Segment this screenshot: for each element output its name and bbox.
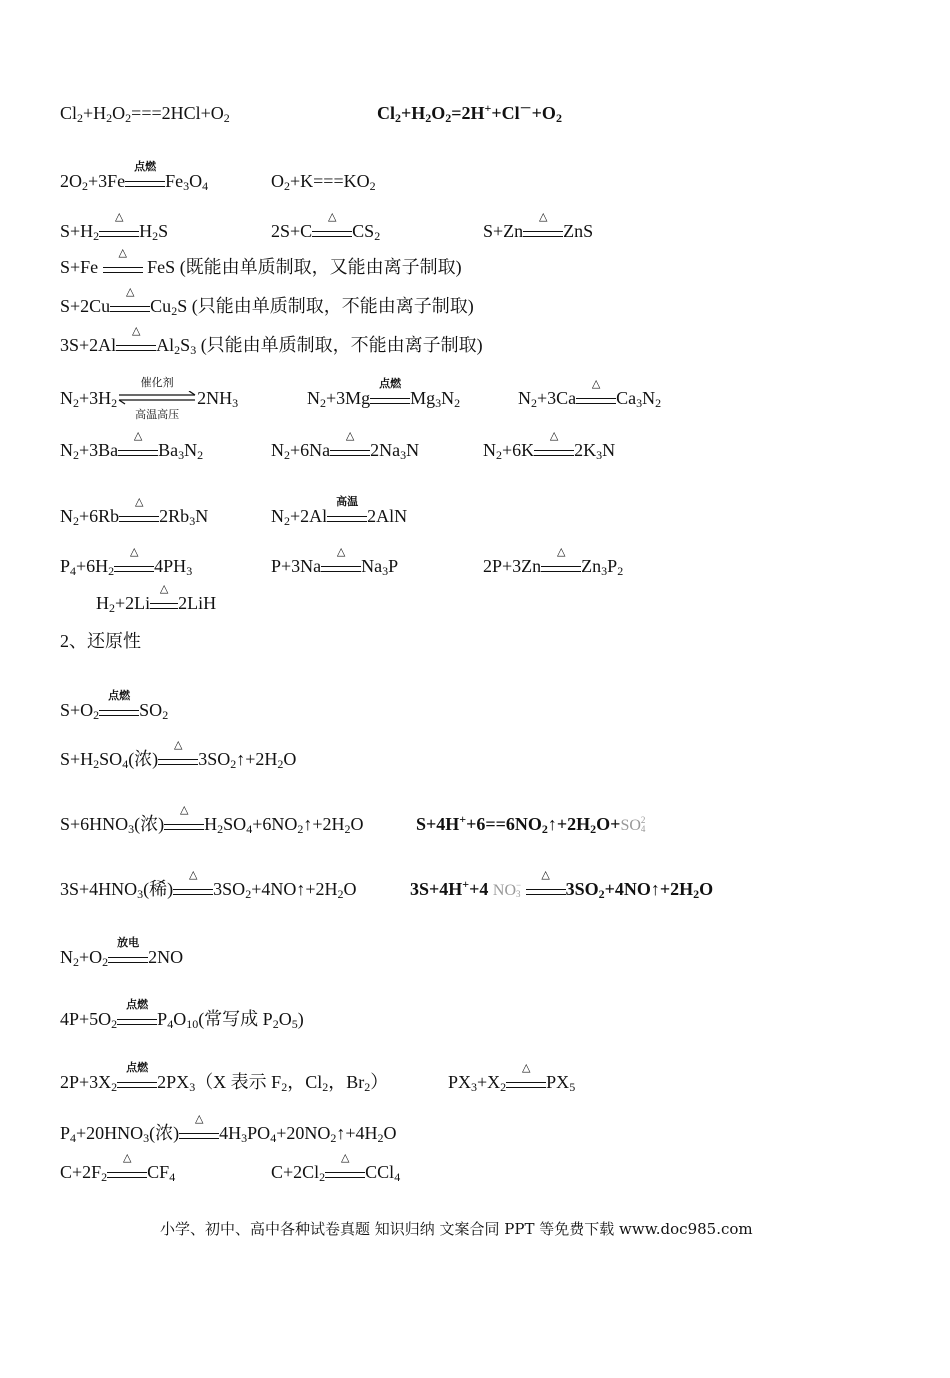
heat-condition: △ <box>179 1122 219 1144</box>
equation-px3-x2: $PX_3+X_2$ △ $PX_5$ <box>448 1061 576 1094</box>
equation-n2-mg: $N_2+3Mg$ 点燃 $Mg_3N_2$ <box>307 377 461 410</box>
note-halogens: （X 表示 $F_2$，$Cl_2$，$Br_2$） <box>195 1072 389 1094</box>
equation-n2-ca: $N_2+3Ca$ △ $Ca_3N_2$ <box>518 377 662 410</box>
discharge-condition: 放电 <box>108 946 148 968</box>
equation-s-cu: S+2Cu △ $Cu_2S$ (只能由单质制取，不能由离子制取) <box>60 285 474 318</box>
equation-n2-h2: $N_2+3H_2$ 催化剂 高温高压 $2NH_3$ <box>60 376 239 421</box>
ignite-condition: 点燃 <box>370 387 410 409</box>
gas-arrow-icon: ↑ <box>650 879 660 899</box>
heat-condition: △ <box>164 813 204 835</box>
equation-c-f2: $C+2F_2$ △ $CF_4$ <box>60 1151 176 1184</box>
equation-n2-na: $N_2+6Na$ △ $2Na_3N$ <box>271 429 420 462</box>
equation-s-h2so4: $S+H_2SO_4$(浓) △ $3SO_2↑+2H_2O$ <box>60 738 297 771</box>
equation-s-al: 3S+2Al △ $Al_2S_3$ (只能由单质制取，不能由离子制取) <box>60 324 483 357</box>
heat-condition: △ <box>114 555 154 577</box>
heat-condition: △ <box>325 1161 365 1183</box>
equation-cl2-h2o2: $Cl_2+H_2O_2===2HCl+O_2$ <box>60 103 230 125</box>
gas-arrow-icon: ↑ <box>547 814 557 834</box>
equation-n2-ba: $N_2+3Ba$ △ $Ba_3N_2$ <box>60 429 204 462</box>
equation-n2-al: $N_2+2Al$ 高温 2AlN <box>271 495 408 528</box>
heat-condition: △ <box>150 592 178 614</box>
heat-condition: △ <box>173 878 213 900</box>
heat-condition: △ <box>523 220 563 242</box>
heat-condition: △ <box>103 256 143 278</box>
gas-arrow-icon: ↑ <box>236 749 246 769</box>
equation-h2-li: $H_2+2Li$ △ 2LiH <box>96 582 217 615</box>
gas-arrow-icon: ↑ <box>336 1123 346 1143</box>
equation-n2-rb: $N_2+6Rb$ △ $2Rb_3N$ <box>60 495 209 528</box>
ignite-condition: 点燃 <box>117 1008 157 1030</box>
ignite-condition: 点燃 <box>99 699 139 721</box>
heat-condition: △ <box>330 439 370 461</box>
heat-condition: △ <box>506 1071 546 1093</box>
page-footer: 小学、初中、高中各种试卷真题 知识归纳 文案合同 PPT 等免费下载 www.doc985.com <box>160 1220 753 1238</box>
ionic-equation-s-hno3-dilute: 3S+4H++4 NO− 3 △ $3SO_2+4NO↑+2H_2O$ <box>410 868 714 901</box>
heat-condition: △ <box>116 334 156 356</box>
equation-s-o2: $S+O_2$ 点燃 $SO_2$ <box>60 689 169 722</box>
note-fes: (既能由单质制取，又能由离子制取) <box>179 257 462 277</box>
equation-s-h2: $S+H_2$ △ $H_2S$ <box>60 210 169 243</box>
heat-condition: △ <box>534 439 574 461</box>
high-temp-condition: 高温 <box>327 505 367 527</box>
heat-condition: △ <box>99 220 139 242</box>
heat-condition: △ <box>312 220 352 242</box>
equation-n2-o2: $N_2+O_2$ 放电 2NO <box>60 936 184 969</box>
equation-s-c: 2S+C △ $CS_2$ <box>271 210 381 243</box>
gas-arrow-icon: ↑ <box>303 814 313 834</box>
equation-s-hno3-conc: $S+6HNO_3$(浓) △ $H_2SO_4+6NO_2↑+2H_2O$ <box>60 803 364 836</box>
heat-condition: △ <box>158 748 198 770</box>
equation-s-fe: S+Fe △ FeS (既能由单质制取，又能由离子制取) <box>60 246 462 277</box>
equation-p-o2: $4P+5O_2$ 点燃 $P_4O_{10}$(常写成 $P_2O_5$) <box>60 998 304 1031</box>
heat-condition: △ <box>321 555 361 577</box>
equation-p-na: P+3Na △ $Na_3P$ <box>271 545 399 578</box>
ignite-condition: 点燃 <box>125 170 165 192</box>
ionic-equation-cl2-h2o2: $Cl_2+H_2O_2=2H^++Cl^-+O_2$ <box>377 101 562 125</box>
heat-condition: △ <box>110 295 150 317</box>
ignite-condition: 点燃 <box>117 1071 157 1093</box>
heat-condition: △ <box>107 1161 147 1183</box>
heat-condition: △ <box>118 439 158 461</box>
note-single-only: (只能由单质制取，不能由离子制取) <box>191 296 474 316</box>
equation-p4-h2: $P_4+6H_2$ △ $4PH_3$ <box>60 545 193 578</box>
equation-o2-k: $O_2+K===KO_2$ <box>271 171 376 193</box>
ionic-equation-s-hno3-conc: $S+4H^++6==6NO_2↑+2H_2O+SO2$ 4 <box>416 812 646 836</box>
equation-n2-k: $N_2+6K$ △ $2K_3N$ <box>483 429 616 462</box>
heat-condition: △ <box>541 555 581 577</box>
nitrate-ion: NO− 3 <box>492 880 522 899</box>
equation-p4-hno3: $P_4+20HNO_3$(浓) △ $4H_3PO_4+20NO_2↑+4H_2O$ <box>60 1112 397 1145</box>
heat-condition: △ <box>119 505 159 527</box>
equation-p-x2: $2P+3X_2$ 点燃 $2PX_3(X$ 表示 $F_2$，$Cl_2$，$Br_2$） <box>60 1061 389 1094</box>
heat-condition: △ <box>526 878 566 900</box>
note-p4o10: (常写成 P <box>198 1009 273 1029</box>
note-single-only: (只能由单质制取，不能由离子制取) <box>200 335 483 355</box>
section-heading-reducibility: 2、还原性 <box>60 631 141 651</box>
equation-o2-fe: $2O_2+3Fe$ 点燃 $Fe_3O_4$ <box>60 160 209 193</box>
gas-arrow-icon: ↑ <box>296 879 306 899</box>
equation-s-hno3-dilute: $3S+4HNO_3$(稀) △ $3SO_2+4NO↑+2H_2O$ <box>60 868 357 901</box>
equation-c-cl2: $C+2Cl_2$ △ CCl$_4$ <box>271 1151 401 1184</box>
heat-condition: △ <box>576 387 616 409</box>
reversible-arrow: 催化剂 高温高压 <box>117 387 197 409</box>
sulfate-ion: SO2 4 <box>620 815 646 834</box>
equation-p-zn: 2P+3Zn △ $Zn_3P_2$ <box>483 545 624 578</box>
equation-s-zn: S+Zn △ ZnS <box>483 210 594 241</box>
